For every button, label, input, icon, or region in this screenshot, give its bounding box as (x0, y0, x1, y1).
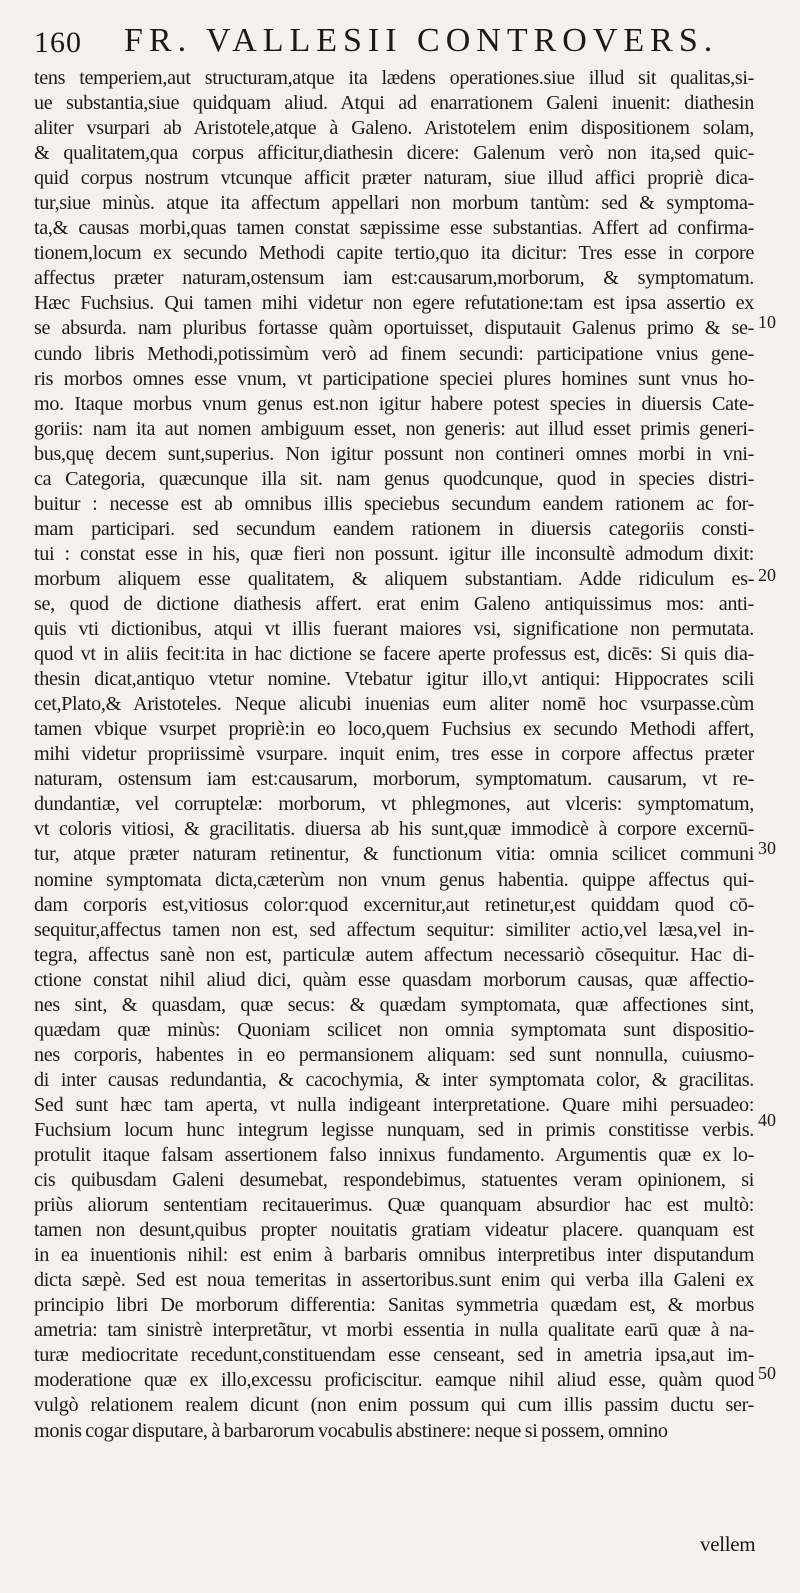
margin-line-number: 20 (758, 565, 776, 585)
text-line: mihi videtur propriissimè vsurpare. inquit enim, tres esse in corpore affectus præter (34, 743, 754, 766)
text-line: tamen non desunt,quibus propter nouitatis gratiam videatur placere. quanquam est (34, 1219, 754, 1242)
text-line: priùs aliorum sententiam recitauerimus. Quæ quanquam absurdior hac est multò: (34, 1194, 754, 1217)
text-line: tamen vbique vsurpet propriè:in eo loco,quem Fuchsius ex secundo Methodi affert, (34, 718, 754, 741)
text-line: cis quibusdam Galeni desumebat, respondebimus, statuentes veram opinionem, si (34, 1169, 754, 1192)
text-line: & qualitatem,qua corpus afficitur,diathesin dicere: Galenum verò non ita,sed quic- (34, 142, 754, 165)
text-line: ctione constat nihil aliud dici, quàm esse quasdam morborum causas, quæ affectio- (34, 968, 754, 991)
text-line: quod vt in aliis fecit:ita in hac dictione se facere aperte professus est, dicēs: Si quis dia- (34, 643, 754, 666)
text-line: naturam, ostensum iam est:causarum, morborum, symptomatum. causarum, vt re- (34, 768, 754, 791)
text-line: bus,quę decem sunt,superius. Non igitur possunt non contineri omnes morbi in vni- (34, 442, 754, 465)
margin-line-number: 10 (758, 312, 776, 332)
text-line: thesin dicat,antiquo vtetur nomine. Vtebatur igitur illo,vt antiqui: Hippocrates scili (34, 668, 754, 691)
body-text (34, 66, 754, 1444)
text-line: ta,& causas morbi,quas tamen constat sæpissime esse substantias. Affert ad confirma- (34, 217, 754, 240)
text-line: Fuchsium locum hunc integrum legisse nunquam, sed in primis constitisse verbis. (34, 1118, 754, 1141)
text-line: ametria: tam sinistrè interpretãtur, vt morbi essentia in nulla qualitate earū quæ à na- (34, 1319, 754, 1342)
running-head (34, 22, 754, 66)
text-line: di inter causas redundantia, & cacochymia, & inter symptomata color, & gracilitas. (34, 1068, 754, 1091)
text-line: tens temperiem,aut structuram,atque ita lædens operationes.siue illud sit qualitas,si- (34, 67, 754, 89)
text-line: turæ mediocritate recedunt,constituendam esse censeant, sed in ametria ipsa,aut im- (34, 1344, 754, 1367)
text-line: vt coloris vitiosi, & gracilitatis. diuersa ab his sunt,quæ immodicè à corpore excernū- (34, 818, 754, 841)
text-line: se, quod de dictione diathesis affert. erat enim Galeno antiquissimus mos: anti- (34, 592, 754, 615)
text-line: quis vti dictionibus, atqui vt illis fuerant maiores vsi, significatione non permutata. (34, 618, 754, 641)
text-line: affectus præter naturam,ostensum iam est:causarum,morborum, & symptomatum. (34, 267, 754, 290)
text-line: mam participari. sed secundum eandem rationem in diuersis categoriis consti- (34, 517, 754, 540)
text-line: Sed sunt hæc tam aperta, vt nulla indigeant interpretatione. Quare mihi persuadeo: (34, 1093, 754, 1116)
text-line: ris morbos omnes esse vnum, vt participatione speciei plures homines sunt vnus ho- (34, 367, 754, 390)
text-line: quid corpus nostrum vtcunque afficit præter naturam, siue illud affici propriè dica- (34, 167, 754, 190)
text-line: vulgò relationem realem dicunt (non enim possum qui cum illis passim ductu ser- (34, 1394, 754, 1417)
text-line: sequitur,affectus tamen non est, sed affectum sequitur: similiter actio,vel læsa,vel in- (34, 918, 754, 941)
running-title: FR. VALLESII CONTROVERS. (124, 22, 719, 59)
text-line: cundo libris Methodi,potissimùm verò ad finem secundi: participatione vnius gene- (34, 342, 754, 365)
text-line: nes corporis, habentes in eo permansionem aliquam: sed sunt nonnulla, cuiusmo- (34, 1043, 754, 1066)
text-line: tegra, affectus sanè non est, particulæ autem affectum necessariò cōsequitur. Hac di- (34, 943, 754, 966)
text-line: buitur : necesse est ab omnibus illis speciebus secundum eandem rationem ac for- (34, 492, 754, 515)
margin-line-number: 50 (758, 1363, 776, 1383)
text-line: ca Categoria, quæcunque illa sit. nam genus quodcunque, quod in species distri- (34, 467, 754, 490)
page-number: 160 (34, 26, 82, 59)
text-line: dicta sæpè. Sed est noua temeritas in assertoribus.sunt enim qui verba illa Galeni ex (34, 1269, 754, 1292)
text-line: dam corporis est,vitiosus color:quod excernitur,aut retinetur,est quiddam quod cō- (34, 893, 754, 916)
text-line: monis cogar disputare, à barbarorum vocabulis abstinere: neque si possem, omnino (34, 1419, 668, 1442)
text-line: quædam quæ minùs: Quoniam scilicet non omnia symptomata sunt dispositio- (34, 1018, 754, 1041)
margin-line-number: 30 (758, 838, 776, 858)
text-line: tionem,locum ex secundo Methodi capite tertio,quo ita dicitur: Tres esse in corpore (34, 242, 754, 265)
text-line: cet,Plato,& Aristoteles. Neque alicubi inuenias eum aliter nomē hoc vsurpasse.cùm (34, 693, 754, 716)
text-line: principio libri De morborum differentia: Sanitas symmetria quædam est, & morbus (34, 1294, 754, 1317)
text-line: mo. Itaque morbus vnum genus est.non igitur habere potest species in diuersis Cate- (34, 392, 754, 415)
text-line: tur, atque præter naturam retinentur, & functionum vitia: omnia scilicet communi (34, 843, 754, 866)
text-line: ue substantia,siue quidquam aliud. Atqui ad enarrationem Galeni inuenit: diathesin (34, 92, 754, 115)
text-line: aliter vsurpari ab Aristotele,atque à Galeno. Aristotelem enim dispositionem solam, (34, 117, 754, 140)
text-line: se absurda. nam pluribus fortasse quàm oportuisset, disputauit Galenus primo & se- (34, 317, 754, 340)
text-line: in ea inuentionis nihil: est enim à barbaris omnibus interpretibus inter disputandum (34, 1244, 754, 1267)
margin-line-number: 40 (758, 1110, 776, 1130)
text-line: nes sint, & quasdam, quæ secus: & quædam symptomata, quæ affectiones sint, (34, 993, 754, 1016)
text-line: tur,siue minùs. atque ita affectum appellari non morbum tantùm: sed & symptoma- (34, 192, 754, 215)
text-line: Hæc Fuchsius. Qui tamen mihi videtur non egere refutatione:tam est ipsa assertio ex (34, 292, 754, 315)
text-line: nomine symptomata dicta,cæterùm non vnum genus habentia. quippe affectus qui- (34, 868, 754, 891)
catchword: vellem (700, 1532, 756, 1556)
text-line: goriis: nam ita aut nomen ambiguum esset, non generis: aut illud esset primis generi- (34, 417, 754, 440)
text-line: protulit itaque falsam assertionem falso innixus fundamento. Argumentis quæ ex lo- (34, 1144, 754, 1167)
text-line: moderatione quæ ex illo,excessu proficiscitur. eamque nihil aliud esse, quàm quod (34, 1369, 754, 1392)
text-line: dundantiæ, vel corruptelæ: morborum, vt phlegmones, aut vlceris: symptomatum, (34, 793, 754, 816)
text-line: morbum aliquem esse qualitatem, & aliquem substantiam. Adde ridiculum es- (34, 567, 754, 590)
text-line: tui : constat esse in his, quæ fieri non possunt. igitur ille inconsultè admodum dixit: (34, 542, 754, 565)
